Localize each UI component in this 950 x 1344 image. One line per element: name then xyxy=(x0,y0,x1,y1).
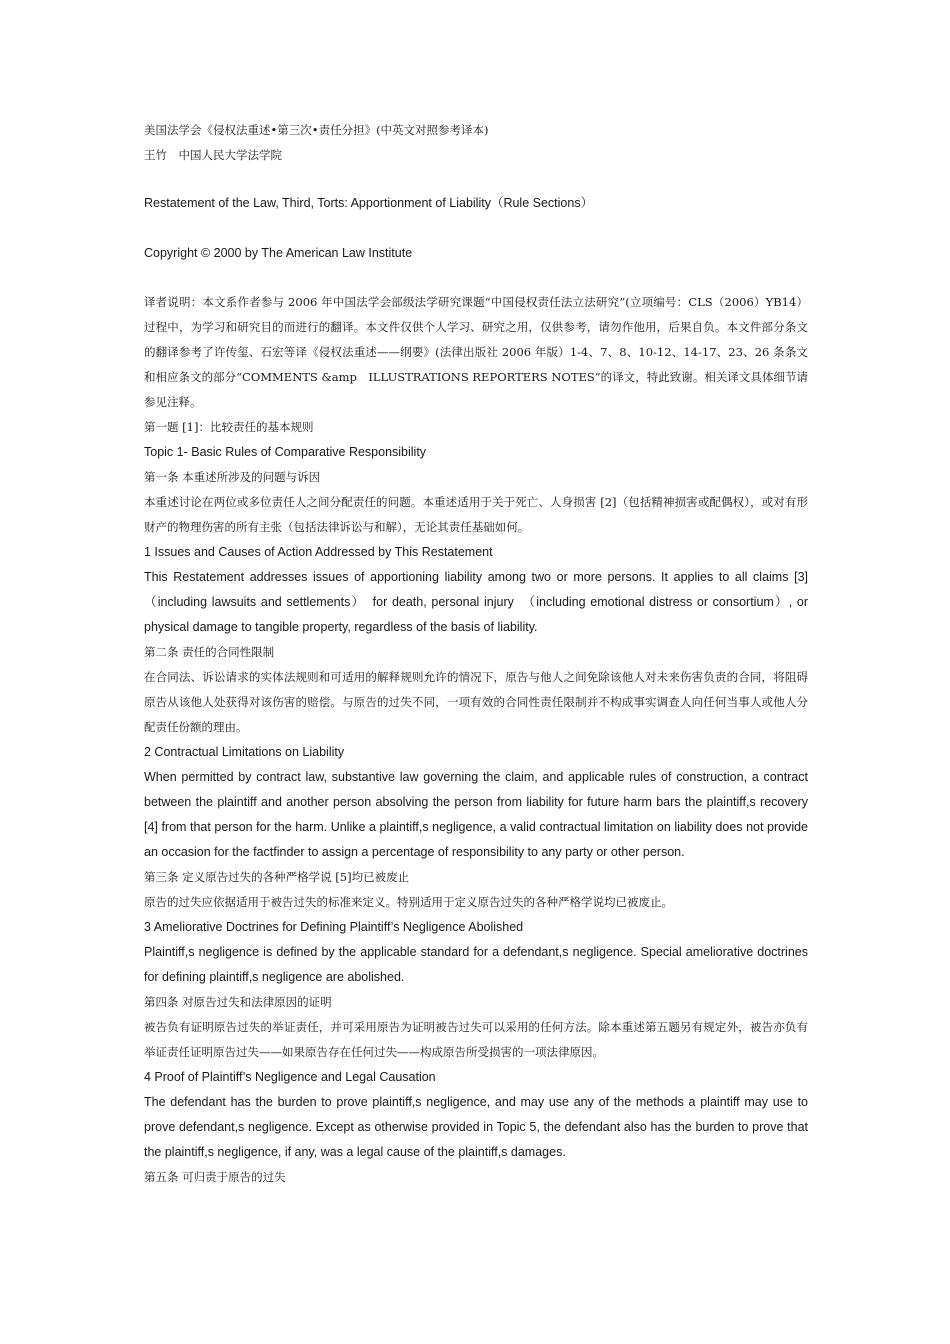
section-4-body-cn: 被告负有证明原告过失的举证责任，并可采用原告为证明被告过失可以采用的任何方法。除本重述第五题另有规定外，被告亦负有举证责任证明原告过失——如果原告存在任何过失——构成原告所受损害的一项法律原因。 xyxy=(144,1020,808,1059)
translator-note: 译者说明：本文系作者参与 2006 年中国法学会部级法学研究课题“中国侵权责任法立法研究”(立项编号：CLS（2006）YB14）过程中，为学习和研究目的而进行的翻译。本文件仅供个人学习、研究之用，仅供参考，请勿作他用，后果自负。本文件部分条文的翻译参考了许传玺、石宏等译《侵权法重述——纲要》(法律出版社 2006 年版）1-4、7、8、10-12、14-17、23、26 条条文和相应条文的部分“COMMENTS &amp ILLUSTRATIONS REPORTERS NOTES”的译文，特此致谢。相关译文具体细节请参见注释。 xyxy=(144,295,808,409)
section-4-heading-cn: 第四条 对原告过失和法律原因的证明 xyxy=(144,995,332,1009)
topic-heading-cn: 第一题 [1]：比较责任的基本规则 xyxy=(144,420,314,434)
section-1-body-cn: 本重述讨论在两位或多位责任人之间分配责任的问题。本重述适用于关于死亡、人身损害 [2]（包括精神损害或配偶权），或对有形财产的物理伤害的所有主张（包括法律诉讼与和解），无论其责任基础如何。 xyxy=(144,495,808,534)
document-title-en: Restatement of the Law, Third, Torts: Apportionment of Liability（Rule Sections） xyxy=(144,196,594,210)
document-title-cn: 美国法学会《侵权法重述•第三次•责任分担》(中英文对照参考译本) xyxy=(144,123,489,137)
section-4-heading-en: 4 Proof of Plaintiff’s Negligence and Legal Causation xyxy=(144,1070,436,1084)
topic-heading-en: Topic 1- Basic Rules of Comparative Responsibility xyxy=(144,445,427,459)
section-2-body-cn: 在合同法、诉讼请求的实体法规则和可适用的解释规则允许的情况下，原告与他人之间免除该他人对未来伤害负责的合同，将阻碍原告从该他人处获得对该伤害的赔偿。与原告的过失不同，一项有效的合同性责任限制并不构成事实调查人向任何当事人或他人分配责任份额的理由。 xyxy=(144,670,808,734)
copyright-line: Copyright © 2000 by The American Law Institute xyxy=(144,246,413,260)
section-2-body-en: When permitted by contract law, substantive law governing the claim, and applicable rules of construction, a contract between the plaintiff and another person absolving the person from liability for future harm bars the plaintiff,s recovery [4] from that person for the harm. Unlike a plaintiff,s negligence, a valid contractual limitation on liability does not provide an occasion for the factfinder to assign a percentage of responsibility to any party or other person. xyxy=(144,770,808,859)
section-1-heading-cn: 第一条 本重述所涉及的问题与诉因 xyxy=(144,470,321,484)
section-3-heading-cn: 第三条 定义原告过失的各种严格学说 [5]均已被废止 xyxy=(144,870,410,884)
section-2-heading-en: 2 Contractual Limitations on Liability xyxy=(144,745,345,759)
section-1-heading-en: 1 Issues and Causes of Action Addressed by This Restatement xyxy=(144,545,493,559)
section-4-body-en: The defendant has the burden to prove plaintiff,s negligence, and may use any of the methods a plaintiff may use to prove defendant,s negligence. Except as otherwise provided in Topic 5, the defendant also has the burden to prove that the plaintiff,s negligence, if any, was a legal cause of the plaintiff,s damages. xyxy=(144,1095,808,1159)
section-3-body-cn: 原告的过失应依据适用于被告过失的标准来定义。特别适用于定义原告过失的各种严格学说均已被废止。 xyxy=(144,895,673,909)
section-1-body-en: This Restatement addresses issues of apportioning liability among two or more persons. It applies to all claims [3] （including lawsuits and settlements） for death, personal injury （including emotional distress or consortium）, or physical damage to tangible property, regardless of the basis of liability. xyxy=(144,570,821,634)
section-3-heading-en: 3 Ameliorative Doctrines for Defining Plaintiff’s Negligence Abolished xyxy=(144,920,524,934)
section-3-body-en: Plaintiff,s negligence is defined by the applicable standard for a defendant,s negligence. Special ameliorative doctrines for defining plaintiff,s negligence are abolished. xyxy=(144,945,808,984)
section-5-heading-cn: 第五条 可归责于原告的过失 xyxy=(144,1170,286,1184)
document-page xyxy=(144,118,821,1190)
author-line: 王竹 中国人民大学法学院 xyxy=(144,148,282,162)
section-2-heading-cn: 第二条 责任的合同性限制 xyxy=(144,645,275,659)
